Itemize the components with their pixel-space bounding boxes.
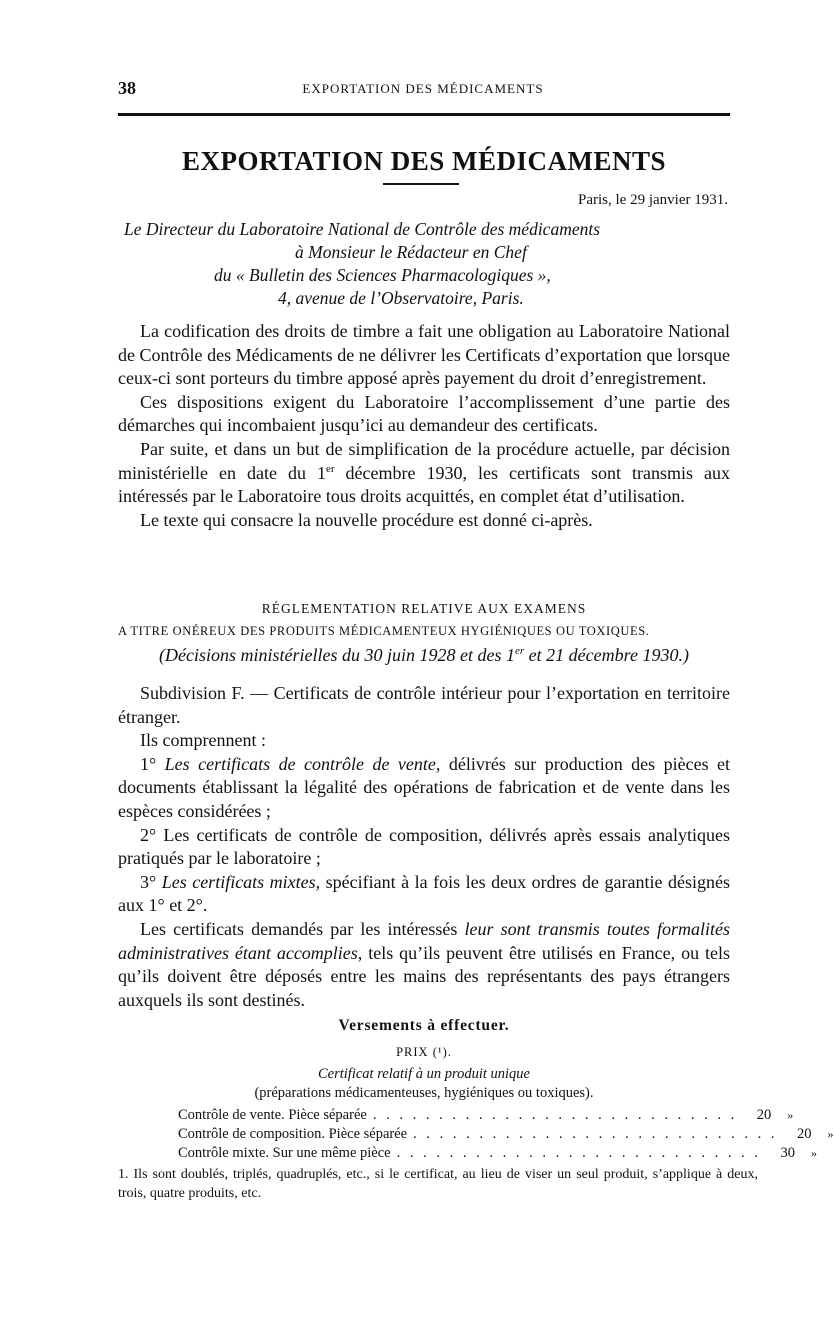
paragraph-text: tels qu’ils peuvent être utilisés en France, ou tels qu’ils doivent être déposés entre les mains des représentants des pays étrangers auxquels ils sont destinés. — [118, 942, 730, 1010]
page-number: 38 — [118, 78, 136, 98]
leader-dots: . . . . . . . . . . . . . . . . . . . . . . . . . . . . — [413, 1126, 778, 1142]
item-number: 3° — [140, 871, 157, 892]
paragraph-text: Par suite, et dans un but de simplification de la procédure actuelle, par décision ministérielle en date du 1 — [118, 438, 730, 483]
header-rule — [118, 113, 730, 116]
running-header — [118, 78, 728, 102]
preparations-note: (préparations médicamenteuses, hygiéniques ou toxiques). — [254, 1085, 594, 1101]
address-line: du « Bulletin des Sciences Pharmacologiques », — [214, 265, 551, 285]
decisions-text: et 21 décembre 1930.) — [524, 645, 689, 665]
leader-dots: . . . . . . . . . . . . . . . . . . . . . . . . . . . . — [396, 1145, 761, 1161]
title-rule — [383, 183, 459, 185]
price-amount: 20 — [756, 1107, 772, 1123]
decisions-line — [118, 642, 730, 669]
price-row — [178, 1144, 817, 1163]
footnote — [118, 1166, 758, 1203]
versements-heading: Versements à effectuer. — [338, 1017, 510, 1034]
list-item — [118, 753, 730, 824]
item-italic: Les certificats de contrôle de vente, — [164, 753, 441, 774]
price-row — [178, 1125, 834, 1144]
decisions-text: (Décisions ministérielles du 30 juin 1928 et des 1 — [159, 645, 515, 665]
address-line: Le Directeur du Laboratoire National de Contrôle des médicaments — [124, 219, 601, 239]
item-text: délivrés sur production des pièces et documents établissant la légalité des opérations de fabrication et de vente dans les espèces considérées ; — [118, 753, 731, 821]
price-unit: » — [810, 1146, 817, 1160]
address-block — [118, 218, 730, 310]
paragraph: Ils comprennent : — [140, 730, 266, 751]
paragraph-italic: leur sont transmis toutes formalités administratives étant accomplies, — [118, 918, 731, 963]
paragraph-text: décembre 1930, les certificats sont transmis aux intéressés par le Laboratoire tous droits acquittés, en complet état d’utilisation. — [118, 462, 730, 507]
reglementation-line: RÉGLEMENTATION RELATIVE AUX EXAMENS — [261, 601, 587, 616]
item-italic: Les certificats mixtes, — [161, 871, 321, 892]
list-item — [118, 871, 730, 918]
letter-body — [118, 320, 730, 532]
leader-dots: . . . . . . . . . . . . . . . . . . . . . . . . . . . . — [372, 1107, 738, 1123]
price-label: Contrôle de composition. Pièce séparée — [178, 1126, 408, 1142]
address-line: 4, avenue de l’Observatoire, Paris. — [278, 288, 524, 308]
list-item: 2° Les certificats de contrôle de composition, délivrés après essais analytiques pratiqués par le laboratoire ; — [118, 824, 730, 869]
price-unit: » — [827, 1127, 834, 1141]
paragraph: La codification des droits de timbre a fait une obligation au Laboratoire National de Contrôle des Médicaments de ne délivrer les Certificats d’exportation que lorsque ceux-ci sont porteurs du timbre apposé après payement du droit d’enregistrement. — [118, 321, 730, 389]
superscript: er — [325, 462, 335, 475]
price-amount: 30 — [780, 1145, 795, 1161]
paragraph: Ces dispositions exigent du Laboratoire l’accomplissement d’une partie des démarches qui incombaient jusqu’ici au demandeur des certificats. — [118, 391, 730, 436]
certificat-subheading: Certificat relatif à un produit unique — [318, 1066, 530, 1082]
item-number: 1° — [140, 753, 157, 774]
reglementation-heading — [118, 598, 730, 669]
price-unit: » — [787, 1108, 794, 1122]
paragraph-text: Les certificats demandés par les intéressés — [140, 918, 465, 939]
running-title: EXPORTATION DES MÉDICAMENTS — [302, 81, 544, 96]
superscript: er — [515, 645, 525, 657]
subdivision-section — [118, 682, 730, 1012]
article-title: EXPORTATION DES MÉDICAMENTS — [181, 146, 667, 176]
prix-subheading — [118, 1065, 730, 1103]
footnote-text: 1. Ils sont doublés, triplés, quadruplés, etc., si le certificat, au lieu de viser un seul produit, s’applique à deux, trois, quatre produits, etc. — [118, 1167, 758, 1201]
item-text: spécifiant à la fois les deux ordres de garantie désignés aux 1° et 2°. — [118, 871, 730, 916]
paragraph: Le texte qui consacre la nouvelle procédure est donné ci-après. — [140, 509, 593, 530]
paragraph — [118, 918, 730, 1012]
paragraph — [118, 438, 730, 509]
paragraph: Subdivision F. — Certificats de contrôle intérieur pour l’exportation en territoire étranger. — [118, 683, 730, 727]
address-line: à Monsieur le Rédacteur en Chef — [295, 242, 527, 262]
price-list — [178, 1106, 834, 1163]
price-label: Contrôle mixte. Sur une même pièce — [178, 1145, 391, 1161]
price-label: Contrôle de vente. Pièce séparée — [178, 1107, 367, 1123]
dateline: Paris, le 29 janvier 1931. — [578, 192, 728, 208]
prix-label: PRIX (¹). — [396, 1045, 452, 1059]
price-amount: 20 — [797, 1126, 812, 1142]
reglementation-line: A TITRE ONÉREUX DES PRODUITS MÉDICAMENTEUX HYGIÉNIQUES OU TOXIQUES. — [118, 624, 650, 638]
price-row — [178, 1106, 794, 1125]
